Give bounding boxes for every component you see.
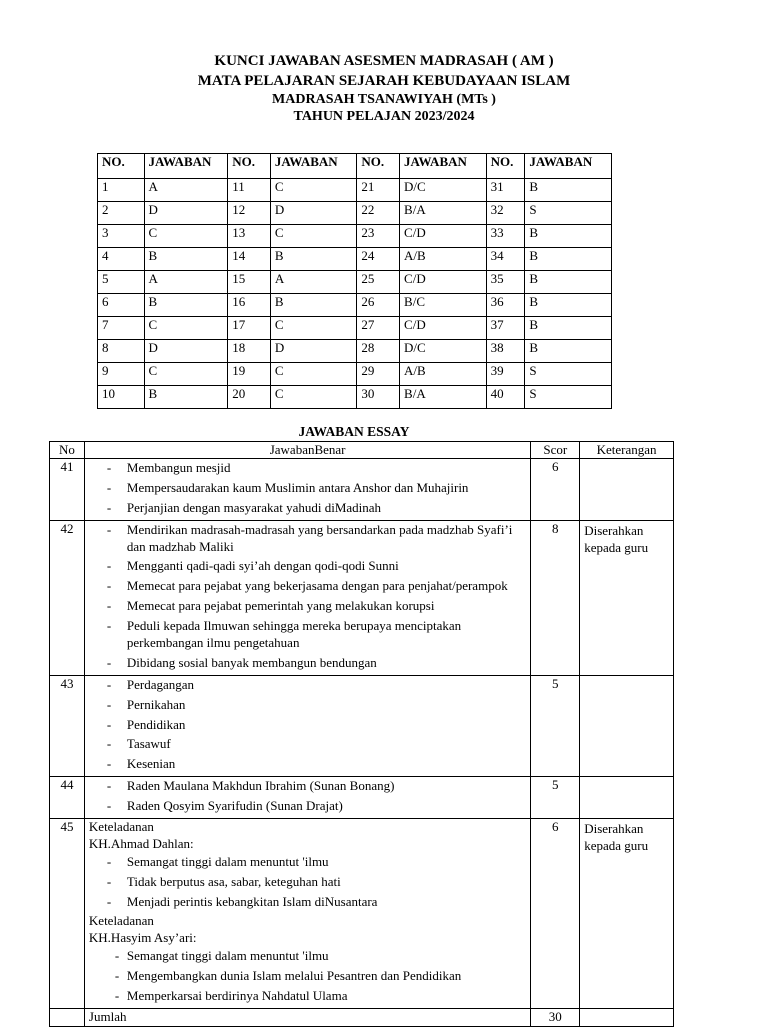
question-number: 45 (50, 819, 85, 1009)
title-line-4: TAHUN PELAJAN 2023/2024 (293, 108, 475, 124)
table-row (98, 340, 612, 363)
list-item: - Kesenian (107, 756, 526, 773)
essay-row-45 (50, 819, 674, 1009)
answer-cell: B/A (400, 202, 487, 225)
score-cell: 5 (531, 777, 580, 819)
list-item: - Menjadi perintis kebangkitan Islam diNusantara (107, 894, 526, 911)
answer-cell (84, 675, 530, 776)
list-item: - Dibidang sosial banyak membangun bendungan (107, 655, 526, 672)
answer-cell: C (270, 179, 357, 202)
answer-cell: C/D (400, 225, 487, 248)
answer-cell: C/D (400, 317, 487, 340)
question-number-cell: 27 (357, 317, 400, 340)
title-line-3: MADRASAH TSANAWIYAH (MTs ) (272, 92, 496, 107)
question-number-cell: 37 (486, 317, 525, 340)
list-item: - Raden Qosyim Syarifudin (Sunan Drajat) (107, 798, 526, 815)
header-jawaban: JAWABAN (525, 154, 612, 179)
score-cell: 6 (531, 819, 580, 1009)
question-number-cell: 23 (357, 225, 400, 248)
list-item: - Mengembangkan dunia Islam melalui Pesantren dan Pendidikan (115, 968, 526, 985)
header-no: NO. (357, 154, 400, 179)
question-number-cell: 11 (228, 179, 271, 202)
list-item: - Pendidikan (107, 717, 526, 734)
answer-cell: D (270, 202, 357, 225)
answer-list (107, 677, 526, 773)
answer-cell (84, 819, 530, 1009)
question-number: 43 (50, 675, 85, 776)
question-number: 41 (50, 459, 85, 521)
question-number-cell: 29 (357, 363, 400, 386)
question-number: 42 (50, 520, 85, 675)
section-heading: Keteladanan (88, 913, 154, 929)
note-cell (580, 777, 674, 819)
figure-name: KH.Ahmad Dahlan: (88, 835, 194, 851)
document-header (0, 52, 768, 126)
answer-cell: C (270, 317, 357, 340)
essay-row-41 (50, 459, 674, 521)
answer-cell: B (144, 386, 228, 409)
essay-header-note: Keterangan (580, 442, 674, 459)
list-item: - Membangun mesjid (107, 460, 526, 477)
answer-cell: D (144, 340, 228, 363)
list-item: - Raden Maulana Makhdun Ibrahim (Sunan Bonang) (107, 778, 526, 795)
question-number-cell: 22 (357, 202, 400, 225)
section-heading: Keteladanan (88, 819, 154, 835)
question-number-cell: 1 (98, 179, 145, 202)
answer-list (107, 522, 526, 672)
table-row (98, 225, 612, 248)
answer-cell: B (270, 248, 357, 271)
answer-cell (84, 520, 530, 675)
question-number-cell: 25 (357, 271, 400, 294)
header-jawaban: JAWABAN (400, 154, 487, 179)
answer-cell: B (525, 340, 612, 363)
answer-cell: C/D (400, 271, 487, 294)
list-item: - Mempersaudarakan kaum Muslimin antara Anshor dan Muhajirin (107, 480, 526, 497)
score-cell: 6 (531, 459, 580, 521)
question-number-cell: 19 (228, 363, 271, 386)
question-number: 44 (50, 777, 85, 819)
question-number-cell: 12 (228, 202, 271, 225)
answer-list (107, 778, 526, 815)
question-number-cell: 17 (228, 317, 271, 340)
table-row (98, 248, 612, 271)
list-item: - Perdagangan (107, 677, 526, 694)
answer-cell: C (144, 225, 228, 248)
list-item: - Perjanjian dengan masyarakat yahudi diMadinah (107, 500, 526, 517)
answer-cell: C (270, 363, 357, 386)
list-item: - Mendirikan madrasah-madrasah yang bersandarkan pada madzhab Syafi’i dan madzhab Maliki (107, 522, 526, 556)
answer-cell: B (525, 248, 612, 271)
answer-list (115, 948, 526, 1005)
list-item: - Semangat tinggi dalam menuntut 'ilmu (107, 854, 526, 871)
figure-name: KH.Hasyim Asy’ari: (88, 930, 197, 946)
answer-key-body (98, 179, 612, 409)
answer-cell: C (270, 225, 357, 248)
note-cell: Diserahkan kepada guru (580, 520, 674, 675)
answer-cell: B (525, 294, 612, 317)
answer-cell: B (525, 179, 612, 202)
question-number-cell: 16 (228, 294, 271, 317)
essay-row-42 (50, 520, 674, 675)
table-row (98, 386, 612, 409)
answer-cell: A (270, 271, 357, 294)
list-item: - Pernikahan (107, 697, 526, 714)
title-line-2: MATA PELAJARAN SEJARAH KEBUDAYAAN ISLAM (197, 73, 571, 89)
table-row (98, 202, 612, 225)
question-number-cell: 3 (98, 225, 145, 248)
essay-table (49, 441, 674, 1027)
essay-title: JAWABAN ESSAY (298, 424, 410, 439)
question-number-cell: 10 (98, 386, 145, 409)
question-number-cell: 8 (98, 340, 145, 363)
answer-cell: S (525, 363, 612, 386)
question-number-cell: 15 (228, 271, 271, 294)
list-item: - Memperkarsai berdirinya Nahdatul Ulama (115, 988, 526, 1005)
question-number-cell: 31 (486, 179, 525, 202)
answer-cell: C (144, 363, 228, 386)
answer-cell: A (144, 271, 228, 294)
question-number-cell: 6 (98, 294, 145, 317)
answer-cell: B (525, 271, 612, 294)
answer-cell: A (144, 179, 228, 202)
list-item: - Memecat para pejabat pemerintah yang melakukan korupsi (107, 598, 526, 615)
answer-cell: C (270, 386, 357, 409)
answer-cell: D (270, 340, 357, 363)
question-number-cell: 36 (486, 294, 525, 317)
question-number-cell: 18 (228, 340, 271, 363)
answer-key-header-row (98, 154, 612, 179)
total-label: Jumlah (84, 1008, 530, 1026)
question-number-cell: 35 (486, 271, 525, 294)
list-item: - Peduli kepada Ilmuwan sehingga mereka berupaya menciptakan perkembangan ilmu pengetahuan (107, 618, 526, 652)
question-number-cell: 20 (228, 386, 271, 409)
question-number-cell: 39 (486, 363, 525, 386)
essay-row-43 (50, 675, 674, 776)
header-no: NO. (228, 154, 271, 179)
header-no: NO. (486, 154, 525, 179)
answer-cell: B (144, 248, 228, 271)
answer-list (107, 460, 526, 517)
question-number-cell: 34 (486, 248, 525, 271)
list-item: - Mengganti qadi-qadi syi’ah dengan qodi-qodi Sunni (107, 558, 526, 575)
essay-header-row (50, 442, 674, 459)
header-jawaban: JAWABAN (270, 154, 357, 179)
question-number-cell: 38 (486, 340, 525, 363)
question-number-cell: 24 (357, 248, 400, 271)
answer-cell: B/A (400, 386, 487, 409)
answer-cell: D/C (400, 340, 487, 363)
question-number-cell: 13 (228, 225, 271, 248)
answer-cell: D/C (400, 179, 487, 202)
answer-cell: A/B (400, 248, 487, 271)
question-number-cell: 4 (98, 248, 145, 271)
answer-cell: B (525, 225, 612, 248)
note-cell: Diserahkan kepada guru (580, 819, 674, 1009)
question-number-cell: 14 (228, 248, 271, 271)
answer-cell: B (270, 294, 357, 317)
score-cell: 8 (531, 520, 580, 675)
question-number-cell: 26 (357, 294, 400, 317)
answer-cell: B (525, 317, 612, 340)
answer-cell: A/B (400, 363, 487, 386)
question-number-cell: 30 (357, 386, 400, 409)
answer-cell (84, 459, 530, 521)
question-number-cell: 5 (98, 271, 145, 294)
answer-cell: B/C (400, 294, 487, 317)
question-number-cell: 33 (486, 225, 525, 248)
answer-cell: D (144, 202, 228, 225)
list-item: - Tasawuf (107, 736, 526, 753)
essay-row-44 (50, 777, 674, 819)
header-no: NO. (98, 154, 145, 179)
table-row (98, 363, 612, 386)
list-item: - Semangat tinggi dalam menuntut 'ilmu (115, 948, 526, 965)
header-jawaban: JAWABAN (144, 154, 228, 179)
table-row (98, 294, 612, 317)
question-number-cell: 28 (357, 340, 400, 363)
note-cell (580, 459, 674, 521)
title-line-1: KUNCI JAWABAN ASESMEN MADRASAH ( AM ) (214, 53, 554, 69)
essay-header-score: Scor (531, 442, 580, 459)
question-number-cell: 21 (357, 179, 400, 202)
table-row (98, 179, 612, 202)
table-row (98, 317, 612, 340)
question-number-cell: 32 (486, 202, 525, 225)
note-cell (580, 675, 674, 776)
essay-header-answer: JawabanBenar (84, 442, 530, 459)
answer-cell: B (144, 294, 228, 317)
question-number-cell: 7 (98, 317, 145, 340)
answer-cell (84, 777, 530, 819)
answer-key-table (97, 153, 612, 409)
answer-cell: S (525, 202, 612, 225)
answer-cell: C (144, 317, 228, 340)
answer-cell: S (525, 386, 612, 409)
question-number-cell: 40 (486, 386, 525, 409)
score-cell: 5 (531, 675, 580, 776)
list-item: - Memecat para pejabat yang bekerjasama dengan para penjahat/perampok (107, 578, 526, 595)
question-number-cell: 9 (98, 363, 145, 386)
question-number-cell: 2 (98, 202, 145, 225)
essay-header-no: No (50, 442, 85, 459)
table-row (98, 271, 612, 294)
list-item: - Tidak berputus asa, sabar, keteguhan hati (107, 874, 526, 891)
total-score: 30 (531, 1008, 580, 1026)
answer-list (107, 854, 526, 911)
